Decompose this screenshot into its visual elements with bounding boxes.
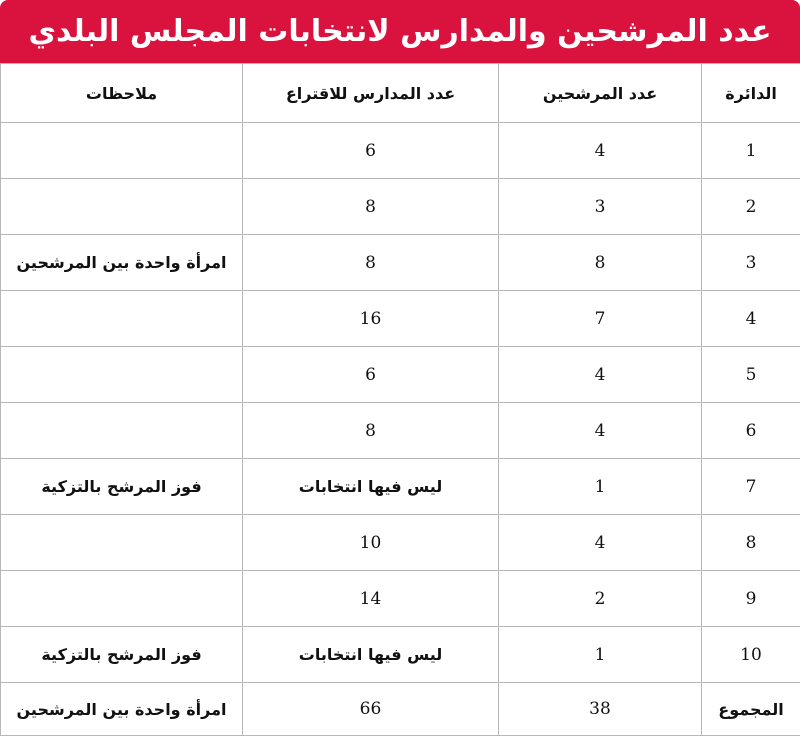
- header-row: [1, 64, 800, 123]
- cell-schools: 16: [243, 291, 499, 347]
- cell-circle: 10: [702, 627, 800, 683]
- cell-schools: 6: [243, 123, 499, 179]
- cell-schools: ليس فيها انتخابات: [243, 627, 499, 683]
- cell-candidates: 4: [499, 347, 702, 403]
- cell-notes: [1, 179, 243, 235]
- cell-notes: فوز المرشح بالتزكية: [1, 459, 243, 515]
- total-label: المجموع: [702, 683, 800, 736]
- table-row: [1, 179, 800, 235]
- cell-circle: 3: [702, 235, 800, 291]
- table-row: [1, 627, 800, 683]
- cell-schools: 10: [243, 515, 499, 571]
- cell-circle: 8: [702, 515, 800, 571]
- cell-candidates: 7: [499, 291, 702, 347]
- cell-circle: 2: [702, 179, 800, 235]
- cell-circle: 4: [702, 291, 800, 347]
- election-table: [0, 63, 800, 736]
- table-row: [1, 403, 800, 459]
- total-notes: امرأة واحدة بين المرشحين: [1, 683, 243, 736]
- cell-candidates: 4: [499, 123, 702, 179]
- table-row: [1, 515, 800, 571]
- cell-candidates: 8: [499, 235, 702, 291]
- cell-candidates: 1: [499, 627, 702, 683]
- cell-notes: فوز المرشح بالتزكية: [1, 627, 243, 683]
- cell-circle: 9: [702, 571, 800, 627]
- cell-candidates: 4: [499, 403, 702, 459]
- table-title: عدد المرشحين والمدارس لانتخابات المجلس البلدي: [0, 0, 800, 63]
- table-row: [1, 571, 800, 627]
- cell-notes: امرأة واحدة بين المرشحين: [1, 235, 243, 291]
- table-row: [1, 347, 800, 403]
- cell-notes: [1, 347, 243, 403]
- cell-notes: [1, 123, 243, 179]
- total-schools: 66: [243, 683, 499, 736]
- cell-candidates: 1: [499, 459, 702, 515]
- cell-notes: [1, 571, 243, 627]
- total-candidates: 38: [499, 683, 702, 736]
- cell-candidates: 2: [499, 571, 702, 627]
- cell-circle: 5: [702, 347, 800, 403]
- table-row: [1, 291, 800, 347]
- table-row: [1, 459, 800, 515]
- cell-schools: 14: [243, 571, 499, 627]
- table-row: [1, 123, 800, 179]
- cell-schools: 6: [243, 347, 499, 403]
- cell-circle: 1: [702, 123, 800, 179]
- header-schools: عدد المدارس للاقتراع: [243, 64, 499, 123]
- cell-circle: 6: [702, 403, 800, 459]
- cell-schools: 8: [243, 403, 499, 459]
- cell-candidates: 3: [499, 179, 702, 235]
- header-notes: ملاحظات: [1, 64, 243, 123]
- cell-candidates: 4: [499, 515, 702, 571]
- table-row: [1, 235, 800, 291]
- total-row: [1, 683, 800, 736]
- header-circle: الدائرة: [702, 64, 800, 123]
- cell-circle: 7: [702, 459, 800, 515]
- cell-schools: 8: [243, 235, 499, 291]
- cell-schools: ليس فيها انتخابات: [243, 459, 499, 515]
- cell-schools: 8: [243, 179, 499, 235]
- cell-notes: [1, 291, 243, 347]
- cell-notes: [1, 403, 243, 459]
- header-candidates: عدد المرشحين: [499, 64, 702, 123]
- cell-notes: [1, 515, 243, 571]
